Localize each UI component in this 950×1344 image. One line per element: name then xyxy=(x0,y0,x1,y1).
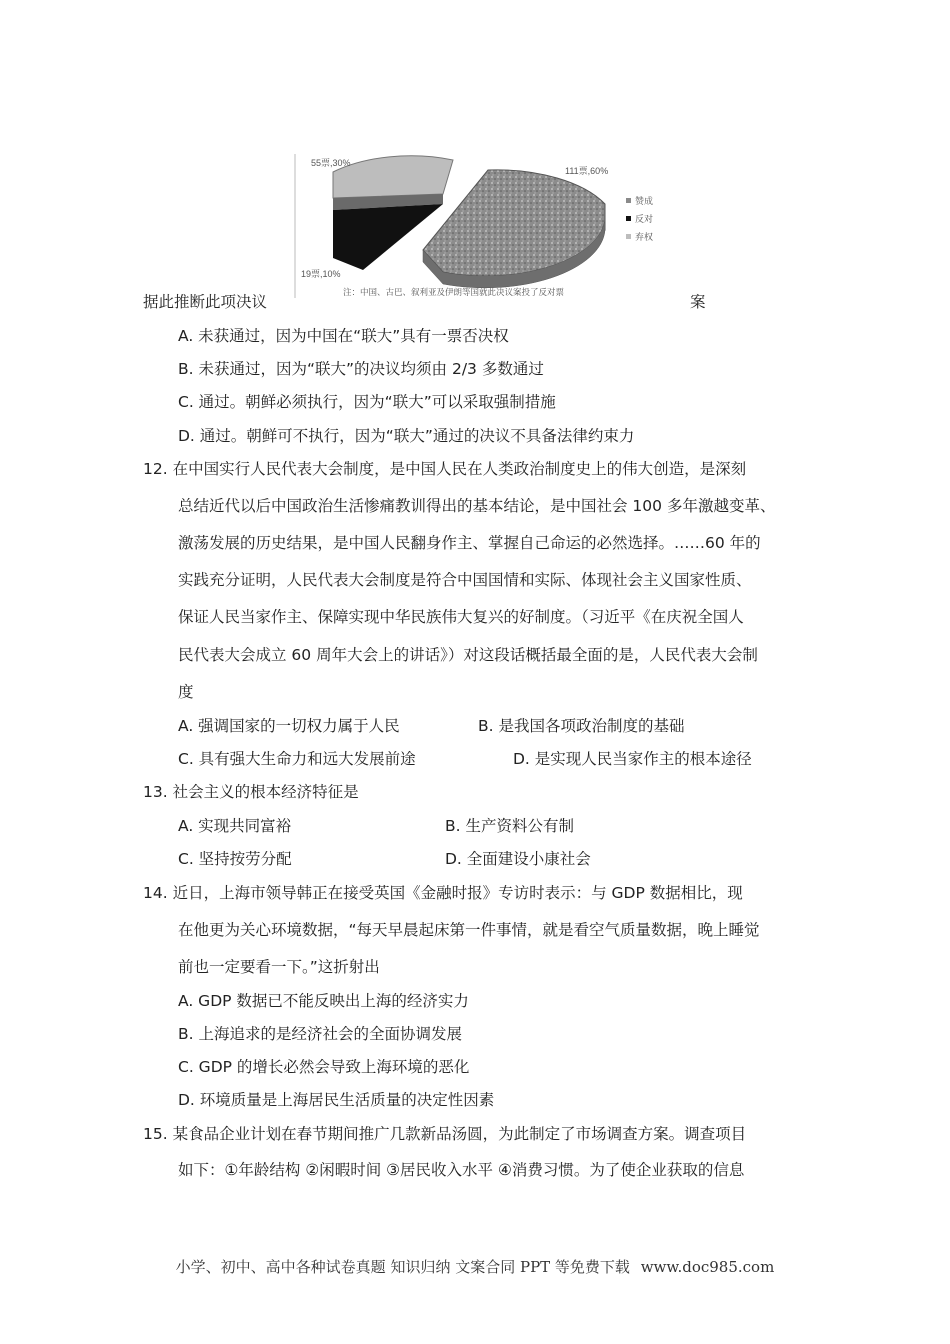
q15-line-2: 如下：①年龄结构 ②闲暇时间 ③居民收入水平 ④消费习惯。为了使企业获取的信息 xyxy=(178,1161,745,1179)
q13-option-a: A. 实现共同富裕 xyxy=(178,817,292,835)
vote-pie-chart xyxy=(293,152,653,300)
q12-line-4: 实践充分证明，人民代表大会制度是符合中国国情和实际、体现社会主义国家性质、 xyxy=(178,571,752,589)
q14-line-1: 14. 近日，上海市领导韩正在接受英国《金融时报》专访时表示：与 GDP 数据相比，现 xyxy=(143,884,743,902)
q11-stem-left: 据此推断此项决议 xyxy=(143,293,268,311)
q12-line-5: 保证人民当家作主、保障实现中华民族伟大复兴的好制度。（习近平《在庆祝全国人 xyxy=(178,608,744,626)
q14-option-b: B. 上海追求的是经济社会的全面协调发展 xyxy=(178,1025,462,1043)
label-abstain: 55票,30% xyxy=(311,158,351,168)
q13-option-c: C. 坚持按劳分配 xyxy=(178,850,292,868)
q11-stem-right: 案 xyxy=(690,293,706,311)
q12-option-a: A. 强调国家的一切权力属于人民 xyxy=(178,717,400,735)
q14-line-2: 在他更为关心环境数据，“每天早晨起床第一件事情，就是看空气质量数据，晚上睡觉 xyxy=(178,921,760,939)
q15-line-1: 15. 某食品企业计划在春节期间推广几款新品汤圆，为此制定了市场调查方案。调查项目 xyxy=(143,1125,747,1143)
q13-option-d: D. 全面建设小康社会 xyxy=(445,850,591,868)
label-approve: 111票,60% xyxy=(565,166,609,176)
q11-option-a: A. 未获通过，因为中国在“联大”具有一票否决权 xyxy=(178,327,509,345)
q11-option-d: D. 通过。朝鲜可不执行，因为“联大”通过的决议不具备法律约束力 xyxy=(178,427,635,445)
legend-approve: 赞成 xyxy=(635,196,653,206)
q12-line-2: 总结近代以后中国政治生活惨痛教训得出的基本结论，是中国社会 100 多年激越变革、 xyxy=(178,497,776,515)
legend-oppose: 反对 xyxy=(635,214,653,224)
legend-swatch-abstain xyxy=(626,234,631,239)
q13-stem: 13. 社会主义的根本经济特征是 xyxy=(143,783,359,801)
q12-line-3: 激荡发展的历史结果，是中国人民翻身作主、掌握自己命运的必然选择。……60 年的 xyxy=(178,534,761,552)
q11-option-c: C. 通过。朝鲜必须执行，因为“联大”可以采取强制措施 xyxy=(178,393,556,411)
footer-url[interactable]: www.doc985.com xyxy=(640,1258,775,1276)
legend-swatch-oppose xyxy=(626,216,631,221)
q12-option-c: C. 具有强大生命力和远大发展前途 xyxy=(178,750,416,768)
q12-line-1: 12. 在中国实行人民代表大会制度，是中国人民在人类政治制度史上的伟大创造，是深刻 xyxy=(143,460,747,478)
q12-line-7: 度 xyxy=(178,683,194,701)
q11-option-b: B. 未获通过，因为“联大”的决议均须由 2/3 多数通过 xyxy=(178,360,544,378)
chart-note: 注：中国、古巴、叙利亚及伊朗等国就此决议案投了反对票 xyxy=(343,287,565,297)
q14-option-c: C. GDP 的增长必然会导致上海环境的恶化 xyxy=(178,1058,470,1076)
legend-swatch-approve xyxy=(626,198,631,203)
page-footer xyxy=(0,1256,950,1277)
footer-text: 小学、初中、高中各种试卷真题 知识归纳 文案合同 PPT 等免费下载 xyxy=(175,1258,630,1276)
q14-option-d: D. 环境质量是上海居民生活质量的决定性因素 xyxy=(178,1091,495,1109)
pie-slice-abstain xyxy=(333,156,453,198)
legend-abstain: 弃权 xyxy=(635,232,653,242)
q14-line-3: 前也一定要看一下。”这折射出 xyxy=(178,958,380,976)
q14-option-a: A. GDP 数据已不能反映出上海的经济实力 xyxy=(178,992,469,1010)
label-oppose: 19票,10% xyxy=(301,269,341,279)
q13-option-b: B. 生产资料公有制 xyxy=(445,817,574,835)
q12-option-b: B. 是我国各项政治制度的基础 xyxy=(478,717,685,735)
q12-option-d: D. 是实现人民当家作主的根本途径 xyxy=(513,750,752,768)
q12-line-6: 民代表大会成立 60 周年大会上的讲话》）对这段话概括最全面的是，人民代表大会制 xyxy=(178,646,758,664)
chart-legend xyxy=(626,195,653,242)
